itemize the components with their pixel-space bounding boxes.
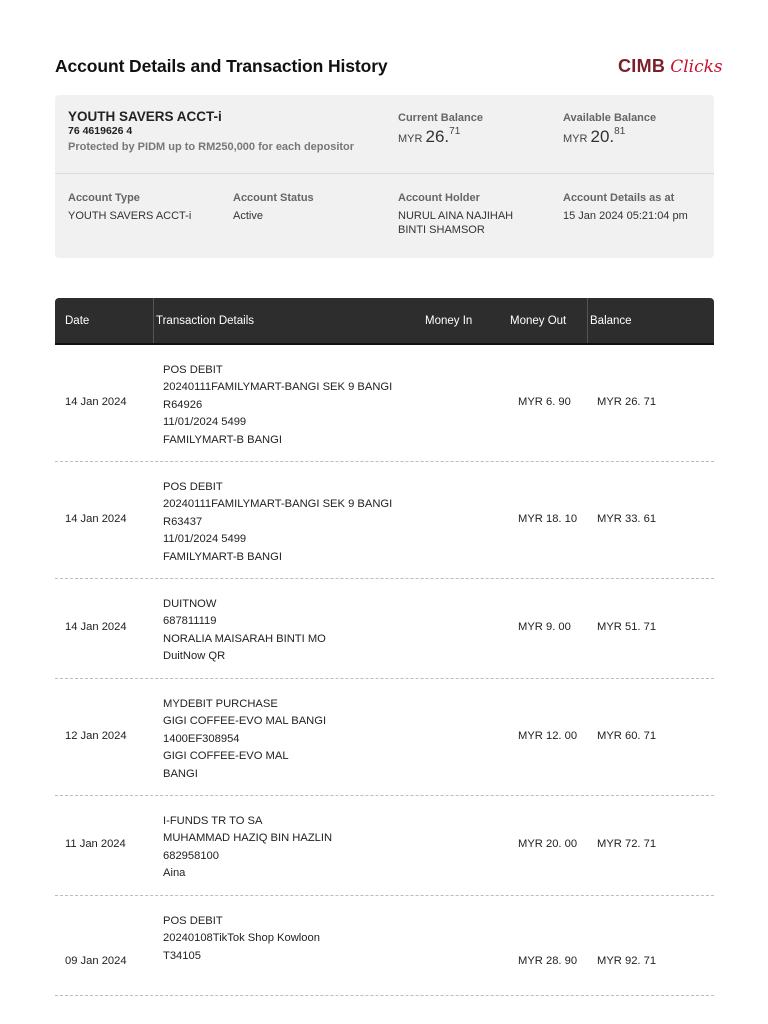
account-holder-label: Account Holder xyxy=(398,192,480,204)
transaction-detail-line: 687811119 xyxy=(163,615,217,628)
account-name: YOUTH SAVERS ACCT-i xyxy=(68,109,222,124)
column-separator xyxy=(153,298,154,343)
balance-value: MYR 72. 71 xyxy=(597,838,657,850)
transaction-date: 09 Jan 2024 xyxy=(65,955,127,967)
current-balance-label: Current Balance xyxy=(398,112,483,124)
money-out-value: MYR 20. 00 xyxy=(518,838,578,850)
available-balance-whole: 20. xyxy=(590,127,615,146)
transaction-detail-line: Aina xyxy=(163,867,186,880)
transaction-detail-line: 20240108TikTok Shop Kowloon xyxy=(163,932,320,945)
transaction-detail-line: POS DEBIT xyxy=(163,915,223,927)
transaction-date: 12 Jan 2024 xyxy=(65,729,127,742)
logo-main-text: CIMB xyxy=(618,56,666,76)
current-balance-currency: MYR xyxy=(398,133,423,145)
transaction-detail-line: 11/01/2024 5499 xyxy=(163,416,247,429)
transaction-detail-line: POS DEBIT xyxy=(163,364,223,376)
current-balance-cents: 71 xyxy=(449,126,461,137)
transaction-date: 14 Jan 2024 xyxy=(65,395,127,408)
money-out-value: MYR 18. 10 xyxy=(518,512,578,525)
column-header-date[interactable]: Date xyxy=(65,315,90,327)
table-row[interactable] xyxy=(55,679,714,796)
balance-value: MYR 51. 71 xyxy=(597,621,657,633)
transaction-detail-line: 20240111FAMILYMART-BANGI SEK 9 BANGI xyxy=(163,498,393,511)
transaction-detail-line: GIGI COFFEE-EVO MAL xyxy=(163,750,289,763)
transaction-detail-line: 11/01/2024 5499 xyxy=(163,533,247,546)
current-balance-value xyxy=(398,127,460,147)
transaction-detail-line: DUITNOW xyxy=(163,598,217,610)
column-header-transaction-details[interactable]: Transaction Details xyxy=(156,315,255,327)
available-balance-value xyxy=(563,127,625,147)
details-as-at-value: 15 Jan 2024 05:21:04 pm xyxy=(563,210,688,222)
transaction-table xyxy=(55,298,714,996)
logo-script-text: Clicks xyxy=(670,57,723,77)
account-status-label: Account Status xyxy=(233,192,314,204)
transaction-date: 14 Jan 2024 xyxy=(65,512,127,525)
transaction-date: 14 Jan 2024 xyxy=(65,621,127,633)
transaction-detail-line: T34105 xyxy=(163,949,201,962)
table-row[interactable] xyxy=(55,579,714,679)
transaction-details xyxy=(163,479,392,566)
account-summary-card xyxy=(55,95,714,258)
table-body xyxy=(55,345,714,996)
account-status-value: Active xyxy=(233,210,263,222)
transaction-details xyxy=(163,913,320,965)
transaction-detail-line: MYDEBIT PURCHASE xyxy=(163,698,278,710)
transaction-detail-line: R63437 xyxy=(163,515,203,528)
available-balance-cents: 81 xyxy=(614,126,626,137)
transaction-detail-line: NORALIA MAISARAH BINTI MO xyxy=(163,632,326,645)
transaction-details xyxy=(163,813,332,883)
summary-divider xyxy=(55,173,714,174)
transaction-detail-line: 1400EF308954 xyxy=(163,732,240,745)
table-row[interactable] xyxy=(55,896,714,996)
available-balance-currency: MYR xyxy=(563,133,588,145)
column-header-balance[interactable]: Balance xyxy=(590,315,632,327)
balance-value: MYR 33. 61 xyxy=(597,512,657,525)
money-out-value: MYR 9. 00 xyxy=(518,621,571,633)
transaction-detail-line: BANGI xyxy=(163,767,198,780)
transaction-detail-line: I-FUNDS TR TO SA xyxy=(163,815,263,827)
balance-value: MYR 26. 71 xyxy=(597,395,657,408)
transaction-details xyxy=(163,696,326,783)
account-type-value: YOUTH SAVERS ACCT-i xyxy=(68,210,192,222)
transaction-detail-line: FAMILYMART-B BANGI xyxy=(163,433,282,446)
transaction-detail-line: GIGI COFFEE-EVO MAL BANGI xyxy=(163,715,327,728)
table-row[interactable] xyxy=(55,345,714,462)
account-holder-value: NURUL AINA NAJIHAH BINTI SHAMSOR xyxy=(398,210,514,236)
account-number: 76 4619626 4 xyxy=(68,125,133,137)
details-as-at-label: Account Details as at xyxy=(563,192,675,204)
balance-value: MYR 92. 71 xyxy=(597,955,657,967)
balance-value: MYR 60. 71 xyxy=(597,729,657,742)
pidm-protection-note: Protected by PIDM up to RM250,000 for each depositor xyxy=(68,141,355,153)
cimb-clicks-logo xyxy=(618,56,723,77)
money-out-value: MYR 28. 90 xyxy=(518,955,578,967)
column-header-money-in[interactable]: Money In xyxy=(425,315,473,327)
current-balance-whole: 26. xyxy=(425,127,450,146)
table-row[interactable] xyxy=(55,796,714,896)
transaction-detail-line: 682958100 xyxy=(163,849,219,862)
transaction-detail-line: POS DEBIT xyxy=(163,481,223,493)
money-out-value: MYR 6. 90 xyxy=(518,395,571,408)
money-out-value: MYR 12. 00 xyxy=(518,729,578,742)
available-balance-label: Available Balance xyxy=(563,112,657,124)
transaction-detail-line: 20240111FAMILYMART-BANGI SEK 9 BANGI xyxy=(163,381,393,394)
table-header xyxy=(55,298,714,345)
page-title: Account Details and Transaction History xyxy=(55,56,388,76)
transaction-details xyxy=(163,596,326,666)
transaction-details xyxy=(163,362,392,449)
column-separator xyxy=(587,298,588,343)
transaction-detail-line: DuitNow QR xyxy=(163,650,226,663)
column-header-money-out[interactable]: Money Out xyxy=(510,315,567,327)
transaction-detail-line: FAMILYMART-B BANGI xyxy=(163,550,282,563)
transaction-date: 11 Jan 2024 xyxy=(65,838,126,850)
account-type-label: Account Type xyxy=(68,192,140,204)
transaction-detail-line: MUHAMMAD HAZIQ BIN HAZLIN xyxy=(163,832,333,845)
table-row[interactable] xyxy=(55,462,714,579)
transaction-detail-line: R64926 xyxy=(163,398,203,411)
